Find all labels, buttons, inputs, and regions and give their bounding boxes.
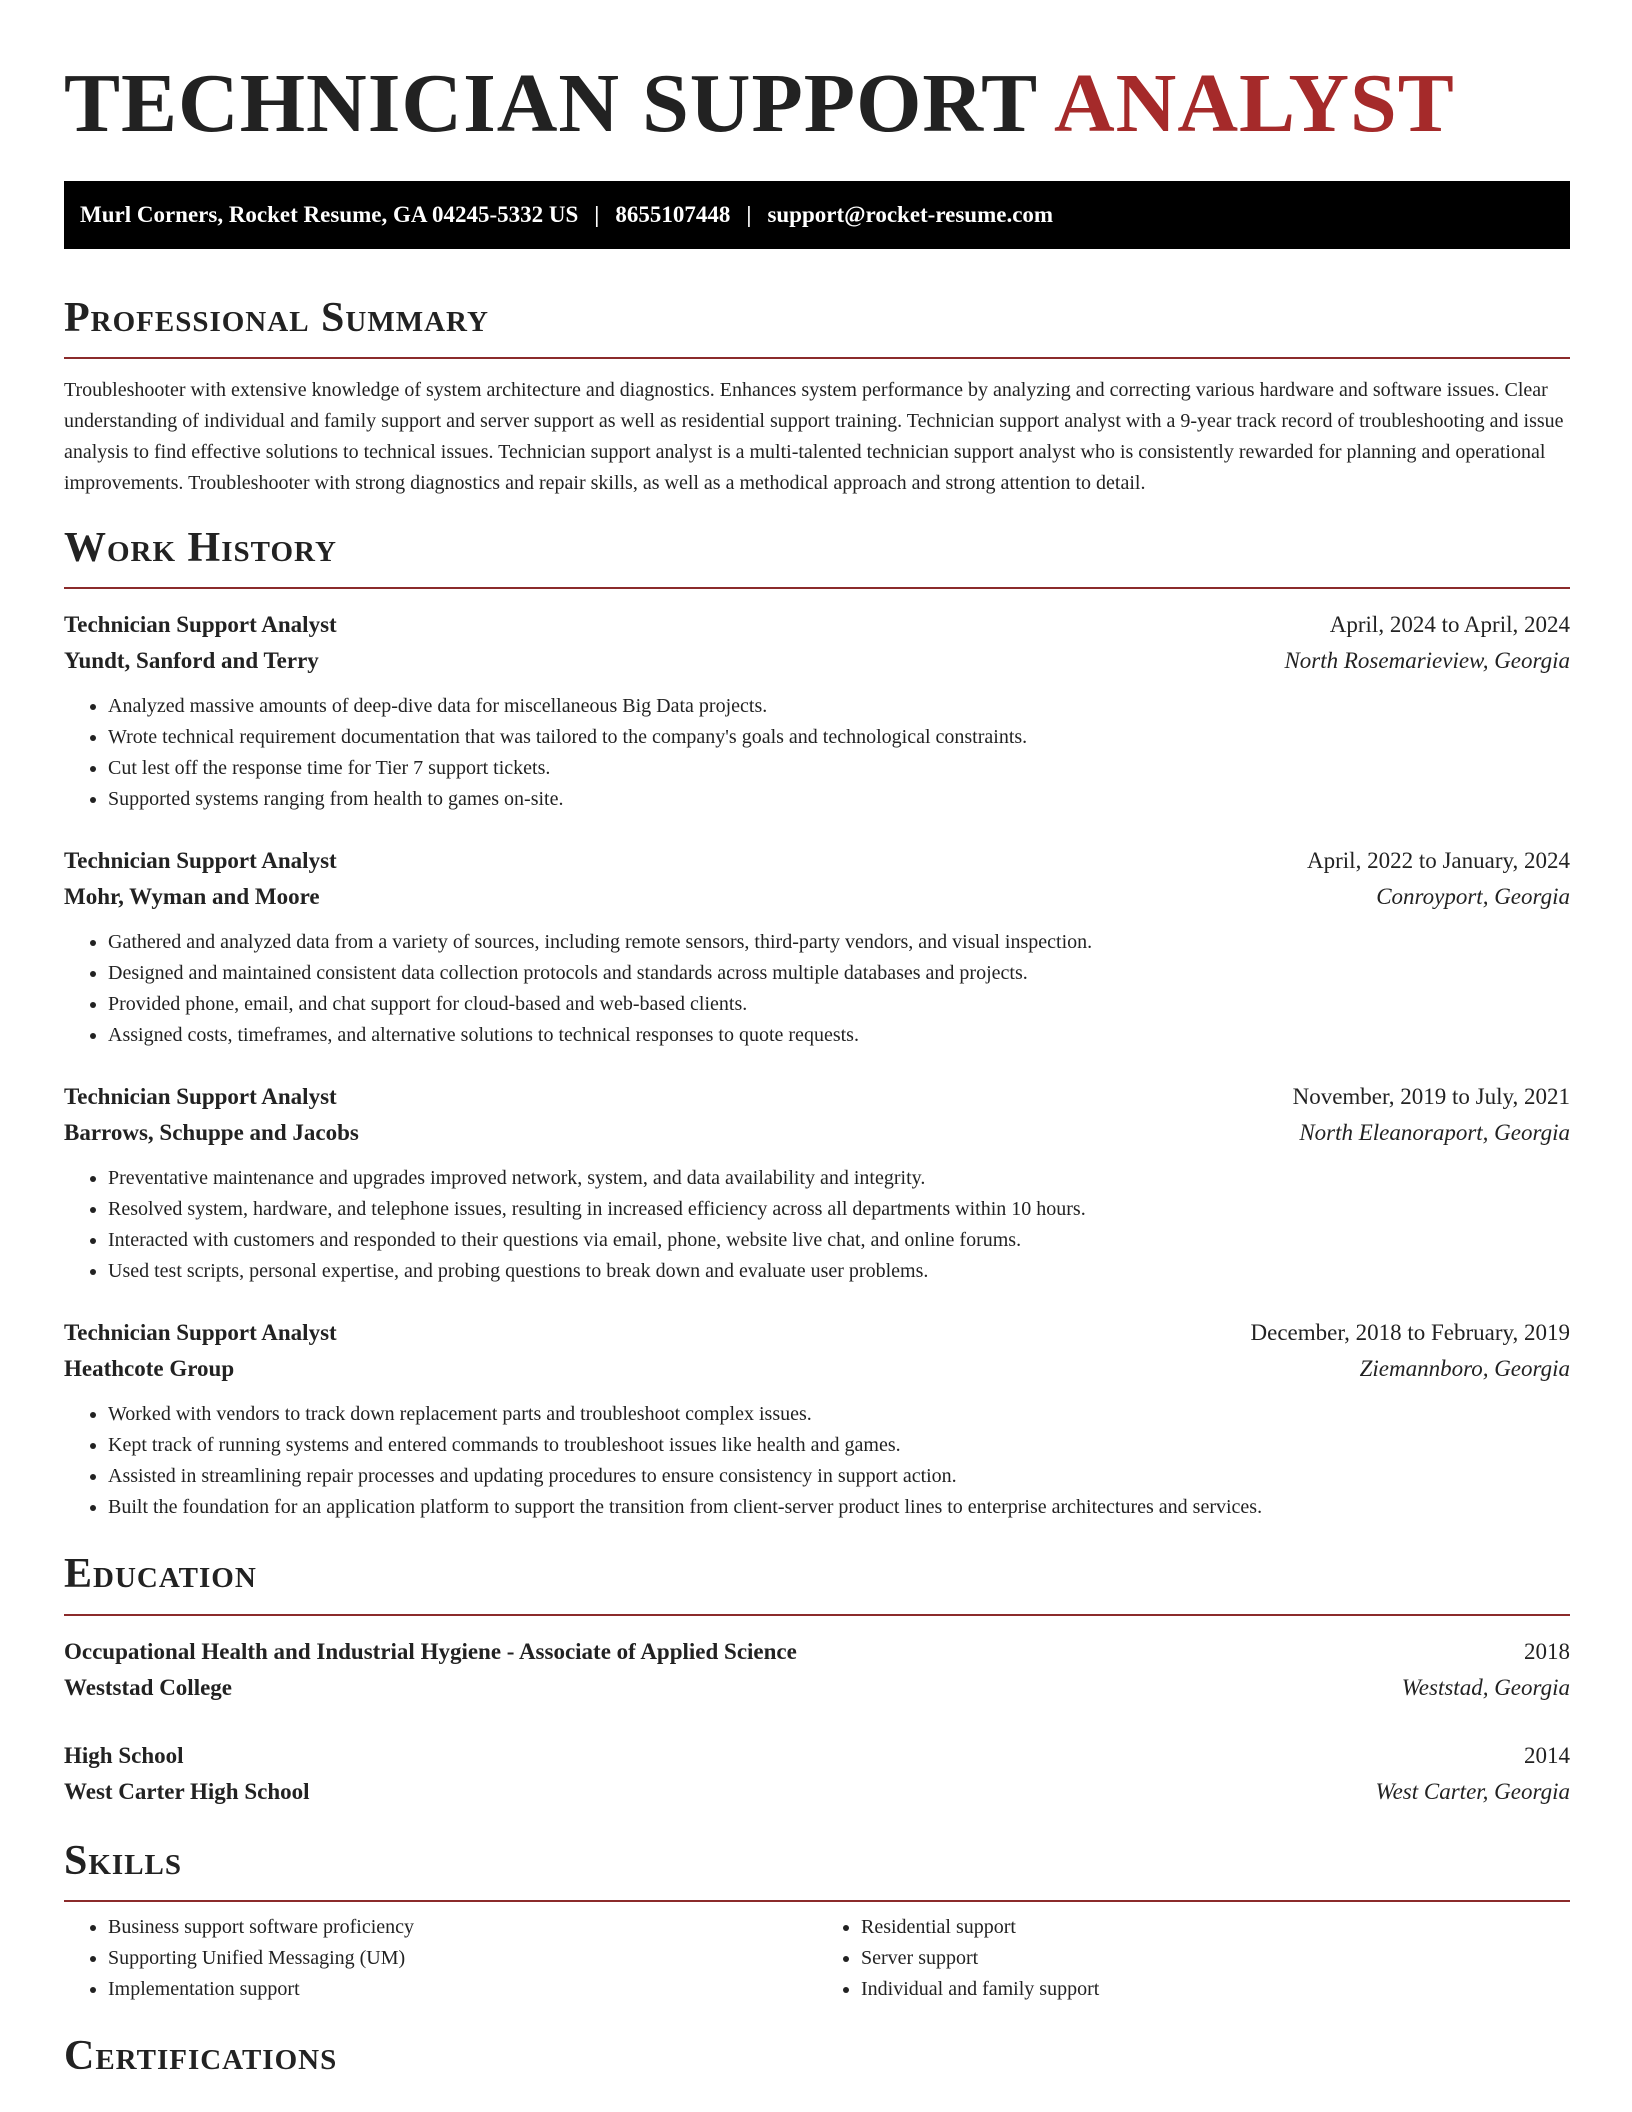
job-location: North Eleanoraport, Georgia [1299, 1120, 1570, 1146]
job-entry [64, 607, 1570, 815]
section-divider [64, 1614, 1570, 1616]
job-location: Conroyport, Georgia [1376, 884, 1570, 910]
resume-page [64, 0, 1570, 2082]
education-year: 2014 [1524, 1742, 1570, 1768]
skills-column-right [817, 1912, 1570, 2005]
skill-item: • Business support software proficiency [108, 1912, 817, 1943]
skills-column-left [64, 1912, 817, 2005]
job-bullet: • Interacted with customers and responded to their questions via email, phone, website live chat, and online forums. [108, 1225, 1570, 1256]
job-bullet: • Wrote technical requirement documentation that was tailored to the company's goals and technological constraints. [108, 722, 1570, 753]
education-section [64, 1549, 1570, 1809]
job-location: North Rosemarieview, Georgia [1284, 648, 1570, 674]
contact-separator: | [594, 201, 600, 227]
summary-section [64, 293, 1570, 499]
section-divider [64, 587, 1570, 589]
job-location: Ziemannboro, Georgia [1359, 1356, 1570, 1382]
job-dates: December, 2018 to February, 2019 [1250, 1320, 1570, 1346]
certifications-section [64, 2031, 1570, 2081]
job-bullet: • Designed and maintained consistent data collection protocols and standards across multiple databases and projects. [108, 958, 1570, 989]
job-bullet: • Assisted in streamlining repair processes and updating procedures to ensure consistency in support action. [108, 1461, 1570, 1492]
job-bullets [64, 927, 1570, 1051]
education-year: 2018 [1524, 1638, 1570, 1664]
job-bullet: • Analyzed massive amounts of deep-dive data for miscellaneous Big Data projects. [108, 691, 1570, 722]
job-header [64, 607, 1570, 643]
education-school: Weststad College [64, 1674, 233, 1700]
job-bullets [64, 691, 1570, 815]
job-bullet: • Kept track of running systems and entered commands to troubleshoot issues like health and games. [108, 1430, 1570, 1461]
contact-phone: 8655107448 [615, 201, 731, 227]
job-role: Technician Support Analyst [64, 612, 337, 638]
job-dates: April, 2024 to April, 2024 [1329, 612, 1570, 638]
job-role: Technician Support Analyst [64, 1320, 337, 1346]
skill-item: • Implementation support [108, 1974, 817, 2005]
job-subheader [64, 879, 1570, 915]
name-primary: TECHNICIAN SUPPORT [64, 57, 1037, 150]
skills-grid [64, 1912, 1570, 2005]
job-company: Heathcote Group [64, 1356, 235, 1382]
contact-separator: | [746, 201, 752, 227]
skill-item: • Individual and family support [861, 1974, 1570, 2005]
job-company: Barrows, Schuppe and Jacobs [64, 1120, 359, 1146]
job-bullet: • Cut lest off the response time for Tier 7 support tickets. [108, 753, 1570, 784]
job-entry [64, 1315, 1570, 1523]
job-bullet: • Worked with vendors to track down replacement parts and troubleshoot complex issues. [108, 1399, 1570, 1430]
job-subheader [64, 1351, 1570, 1387]
education-location: Weststad, Georgia [1401, 1674, 1570, 1700]
job-bullet: • Built the foundation for an application platform to support the transition from client-server product lines to enterprise architectures and services. [108, 1492, 1570, 1523]
summary-text: Troubleshooter with extensive knowledge of system architecture and diagnostics. Enhances system performance by analyzing and correcting various hardware and software issues. Clear understanding of individual and family support and server support as well as residential support training. Technician support analyst with a 9-year track record of troubleshooting and issue analysis to find effective solutions to technical issues. Technician support analyst is a multi-talented technician support analyst who is consistently rewarded for planning and operational improvements. Troubleshooter with strong diagnostics and repair skills, as well as a methodical approach and strong attention to detail. [64, 378, 1564, 494]
education-subheader [64, 1670, 1570, 1706]
job-bullet: • Preventative maintenance and upgrades improved network, system, and data availability and integrity. [108, 1163, 1570, 1194]
job-header [64, 1315, 1570, 1351]
job-dates: November, 2019 to July, 2021 [1292, 1084, 1570, 1110]
job-bullet: • Gathered and analyzed data from a variety of sources, including remote sensors, third-party vendors, and visual inspection. [108, 927, 1570, 958]
job-bullet: • Resolved system, hardware, and telephone issues, resulting in increased efficiency across all departments within 10 hours. [108, 1194, 1570, 1225]
contact-bar [64, 181, 1570, 249]
job-company: Yundt, Sanford and Terry [64, 648, 319, 674]
education-degree: Occupational Health and Industrial Hygiene - Associate of Applied Science [64, 1638, 797, 1664]
education-entry [64, 1738, 1570, 1810]
job-header [64, 1079, 1570, 1115]
job-bullets [64, 1163, 1570, 1287]
education-degree: High School [64, 1742, 184, 1768]
job-role: Technician Support Analyst [64, 1084, 337, 1110]
job-entry [64, 1079, 1570, 1287]
education-subheader [64, 1774, 1570, 1810]
contact-email: support@rocket-resume.com [767, 201, 1054, 227]
job-bullet: • Used test scripts, personal expertise, and probing questions to break down and evaluate user problems. [108, 1256, 1570, 1287]
skills-section [64, 1836, 1570, 2005]
section-divider [64, 1900, 1570, 1902]
job-role: Technician Support Analyst [64, 848, 337, 874]
skill-item: • Server support [861, 1943, 1570, 1974]
section-title-summary: Professional Summary [64, 294, 489, 341]
skill-item: • Residential support [861, 1912, 1570, 1943]
name-accent: ANALYST [1054, 57, 1455, 150]
section-title-certifications: Certifications [64, 2033, 338, 2080]
section-title-skills: Skills [64, 1837, 183, 1884]
work-history-section [64, 523, 1570, 1523]
section-divider [64, 357, 1570, 359]
job-header [64, 843, 1570, 879]
job-bullet: • Supported systems ranging from health to games on-site. [108, 784, 1570, 815]
job-entry [64, 843, 1570, 1051]
job-subheader [64, 643, 1570, 679]
job-company: Mohr, Wyman and Moore [64, 884, 320, 910]
education-entry [64, 1634, 1570, 1706]
section-title-work: Work History [64, 524, 337, 571]
skill-item: • Supporting Unified Messaging (UM) [108, 1943, 817, 1974]
job-bullets [64, 1399, 1570, 1523]
section-title-education: Education [64, 1551, 257, 1598]
education-header [64, 1738, 1570, 1774]
job-dates: April, 2022 to January, 2024 [1307, 848, 1570, 874]
education-location: West Carter, Georgia [1375, 1778, 1570, 1804]
education-school: West Carter High School [64, 1778, 310, 1804]
job-bullet: • Provided phone, email, and chat support for cloud-based and web-based clients. [108, 989, 1570, 1020]
job-bullet: • Assigned costs, timeframes, and alternative solutions to technical responses to quote requests. [108, 1020, 1570, 1051]
job-subheader [64, 1115, 1570, 1151]
education-header [64, 1634, 1570, 1670]
resume-name [64, 56, 1570, 153]
contact-address: Murl Corners, Rocket Resume, GA 04245-5332 US [80, 201, 579, 227]
